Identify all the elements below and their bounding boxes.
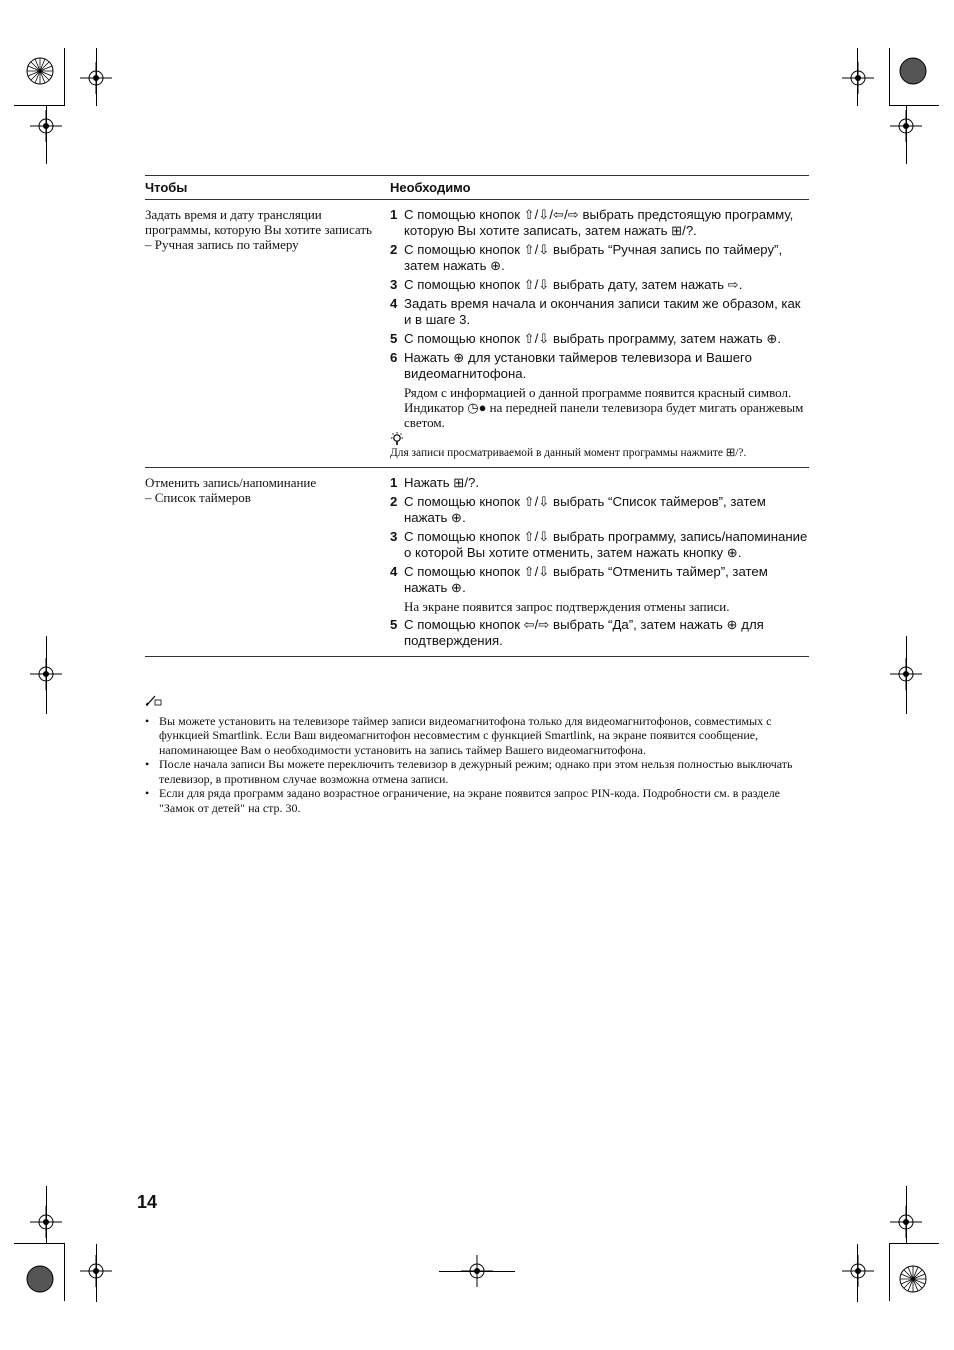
crop-line bbox=[889, 1243, 890, 1301]
crop-line bbox=[857, 48, 858, 106]
step-item bbox=[390, 207, 809, 239]
step-item bbox=[390, 277, 809, 293]
registration-sunburst-icon bbox=[26, 57, 54, 85]
step-text: С помощью кнопок ⇧/⇩ выбрать “Ручная запись по таймеру”, затем нажать ⊕. bbox=[404, 242, 783, 273]
step-text: С помощью кнопок ⇧/⇩ выбрать программу, запись/напоминание о которой Вы хотите отменить, затем нажать кнопку ⊕. bbox=[404, 529, 808, 560]
crop-line bbox=[64, 1243, 65, 1301]
table-row bbox=[145, 200, 809, 467]
step-number: 6 bbox=[390, 350, 398, 365]
step-item bbox=[390, 494, 809, 526]
registration-dark-circle-icon bbox=[26, 1265, 54, 1293]
header-col-task: Чтобы bbox=[145, 180, 188, 195]
task-cell bbox=[145, 204, 390, 460]
step-note: На экране появится запрос подтверждения отмены записи. bbox=[404, 599, 730, 614]
pencil-note-icon bbox=[145, 694, 809, 710]
step-number: 2 bbox=[390, 242, 398, 257]
crop-line bbox=[46, 106, 47, 164]
step-number: 3 bbox=[390, 277, 398, 292]
crop-line bbox=[906, 1186, 907, 1244]
lightbulb-icon bbox=[390, 432, 809, 446]
step-item bbox=[390, 564, 809, 596]
step-number: 4 bbox=[390, 296, 398, 311]
crop-line bbox=[64, 48, 65, 106]
registration-crosshair-icon bbox=[842, 62, 874, 94]
task-cell bbox=[145, 472, 390, 649]
crop-line bbox=[906, 106, 907, 164]
page-number: 14 bbox=[137, 1192, 158, 1212]
note-text: После начала записи Вы можете переключить телевизор в дежурный режим; однако при этом нельзя полностью выключать телевизор, в противном случае возможна отмена записи. bbox=[159, 757, 793, 786]
crop-line bbox=[96, 1244, 97, 1302]
header-col-action: Необходимо bbox=[390, 180, 471, 195]
crop-line bbox=[889, 1243, 939, 1244]
step-number: 5 bbox=[390, 617, 398, 632]
step-number: 3 bbox=[390, 529, 398, 544]
note-text: Если для ряда программ задано возрастное ограничение, на экране появится запрос PIN-кода. Подробности см. в разделе "Замок от детей" на стр. 30. bbox=[159, 786, 781, 815]
table-bottom-rule bbox=[145, 656, 809, 657]
task-line: Задать время и дату трансляции программы, которую Вы хотите записать bbox=[145, 207, 372, 237]
registration-crosshair-icon bbox=[842, 1255, 874, 1287]
step-text: Задать время начала и окончания записи таким же образом, как и в шаге 3. bbox=[404, 296, 801, 327]
step-text: С помощью кнопок ⇧/⇩ выбрать дату, затем нажать ⇨. bbox=[404, 277, 743, 292]
registration-sunburst-icon bbox=[899, 1265, 927, 1293]
crop-line bbox=[46, 1186, 47, 1244]
crop-line bbox=[889, 48, 890, 106]
task-line: – Ручная запись по таймеру bbox=[145, 237, 299, 252]
step-text: С помощью кнопок ⇧/⇩/⇦/⇨ выбрать предстоящую программу, которую Вы хотите записать, затем нажать ⊞/?. bbox=[404, 207, 794, 238]
crop-line bbox=[857, 1244, 858, 1302]
step-item bbox=[390, 242, 809, 274]
step-number: 5 bbox=[390, 331, 398, 346]
steps-cell bbox=[390, 472, 809, 649]
step-item bbox=[390, 331, 809, 347]
step-number: 1 bbox=[390, 475, 398, 490]
task-line: – Список таймеров bbox=[145, 490, 251, 505]
table-row bbox=[145, 468, 809, 656]
step-note: Рядом с информацией о данной программе появится красный символ. Индикатор ◷● на передней панели телевизора будет мигать оранжевым светом. bbox=[404, 385, 804, 430]
crop-line bbox=[906, 636, 907, 714]
step-text: С помощью кнопок ⇧/⇩ выбрать “Отменить таймер”, затем нажать ⊕. bbox=[404, 564, 768, 595]
notes-section bbox=[145, 694, 809, 815]
step-number: 2 bbox=[390, 494, 398, 509]
note-item: • Если для ряда программ задано возрастное ограничение, на экране появится запрос PIN-кода. Подробности см. в разделе "Замок от детей" на стр. 30. bbox=[145, 786, 809, 815]
step-item bbox=[390, 529, 809, 561]
table-header bbox=[145, 176, 809, 199]
step-number: 4 bbox=[390, 564, 398, 579]
step-item bbox=[390, 296, 809, 328]
step-text: Нажать ⊕ для установки таймеров телевизора и Вашего видеомагнитофона. bbox=[404, 350, 752, 381]
instruction-table bbox=[145, 175, 809, 657]
task-line: Отменить запись/напоминание bbox=[145, 475, 317, 490]
crop-line bbox=[14, 105, 64, 106]
tip-text: Для записи просматриваемой в данный момент программы нажмите ⊞/?. bbox=[390, 447, 747, 459]
registration-dark-circle-icon bbox=[899, 57, 927, 85]
crop-line bbox=[96, 48, 97, 106]
crop-line bbox=[14, 1243, 64, 1244]
step-text: С помощью кнопок ⇦/⇨ выбрать “Да”, затем нажать ⊕ для подтверждения. bbox=[404, 617, 764, 648]
step-item bbox=[390, 475, 809, 491]
note-item: • После начала записи Вы можете переключить телевизор в дежурный режим; однако при этом нельзя полностью выключать телевизор, в противном случае возможна отмена записи. bbox=[145, 757, 809, 786]
step-text: С помощью кнопок ⇧/⇩ выбрать программу, затем нажать ⊕. bbox=[404, 331, 782, 346]
step-item bbox=[390, 617, 809, 649]
note-item: • Вы можете установить на телевизоре таймер записи видеомагнитофона только для видеомагнитофонов, совместимых с функцией Smartlink. Если Ваш видеомагнитофон несовместим с функцией Smartlink, на экране появится сообщение, напоминающее Вам о необходимости установить на запись таймер Вашего видеомагнитофона. bbox=[145, 714, 809, 758]
step-item bbox=[390, 350, 809, 382]
crop-line bbox=[46, 636, 47, 714]
step-number: 1 bbox=[390, 207, 398, 222]
steps-cell bbox=[390, 204, 809, 460]
crop-line bbox=[889, 105, 939, 106]
crop-line bbox=[439, 1271, 515, 1272]
step-text: С помощью кнопок ⇧/⇩ выбрать “Список таймеров”, затем нажать ⊕. bbox=[404, 494, 766, 525]
note-text: Вы можете установить на телевизоре таймер записи видеомагнитофона только для видеомагнитофонов, совместимых с функцией Smartlink. Если Ваш видеомагнитофон несовместим с функцией Smartlink, на экране появится сообщение, напоминающее Вам о необходимости установить на запись таймер Вашего видеомагнитофона. bbox=[159, 713, 772, 757]
step-text: Нажать ⊞/?. bbox=[404, 475, 480, 490]
